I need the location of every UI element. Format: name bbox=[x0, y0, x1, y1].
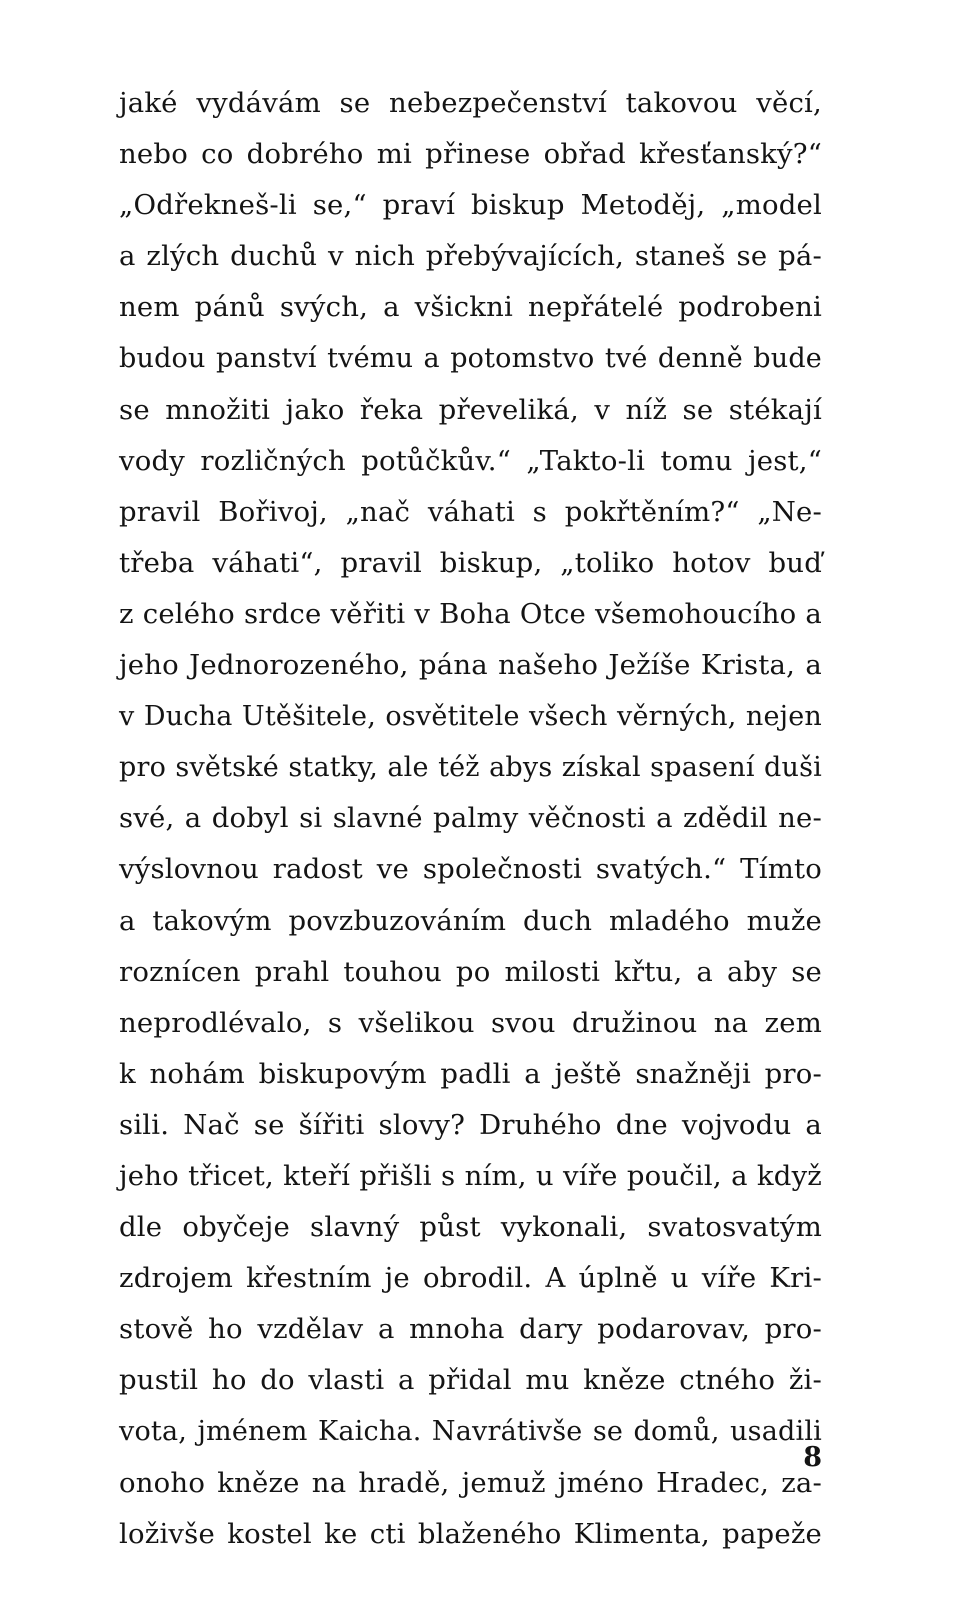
text-line: vota, jménem Kaicha. Navrátivše se domů, usadili bbox=[119, 1416, 822, 1448]
text-line: jeho Jednorozeného, pána našeho Ježíše Krista, a bbox=[119, 649, 822, 682]
text-line: roznícen prahl touhou po milosti křtu, a aby se bbox=[119, 955, 822, 988]
text-line: své, a dobyl si slavné palmy věčnosti a zdědil ne- bbox=[119, 802, 822, 835]
text-line: z celého srdce věřiti v Boha Otce všemohoucího a bbox=[119, 597, 822, 630]
text-line: nem pánů svých, a všickni nepřátelé podrobeni bbox=[119, 291, 822, 324]
text-line: zdrojem křestním je obrodil. A úplně u víře Kri- bbox=[119, 1262, 822, 1295]
text-line: neprodlévalo, s všelikou svou družinou na zem bbox=[119, 1006, 822, 1039]
text-line: se množiti jako řeka převeliká, v níž se stékají bbox=[119, 393, 822, 426]
text-line: budou panství tvému a potomstvo tvé denně bude bbox=[119, 343, 822, 375]
text-line: a takovým povzbuzováním duch mladého muže bbox=[119, 904, 822, 937]
text-line: a zlých duchů v nich přebývajících, staneš se pá- bbox=[119, 240, 822, 273]
text-line: pro světské statky, ale též abys získal spasení duši bbox=[119, 752, 822, 784]
body-text bbox=[119, 78, 822, 1560]
text-line: nebo co dobrého mi přinese obřad křesťanský?“ bbox=[119, 138, 822, 171]
page-number: 8 bbox=[803, 1442, 822, 1473]
text-line: jeho třicet, kteří přišli s ním, u víře poučil, a když bbox=[119, 1159, 822, 1192]
text-line: loživše kostel ke cti blaženého Klimenta, papeže bbox=[119, 1517, 822, 1550]
text-line: stově ho vzdělav a mnoha dary podarovav, pro- bbox=[119, 1313, 822, 1346]
text-line: vody rozličných potůčkův.“ „Takto-li tomu jest,“ bbox=[119, 444, 822, 477]
text-line: pustil ho do vlasti a přidal mu kněze ctného ži- bbox=[119, 1364, 822, 1397]
text-line: v Ducha Utěšitele, osvětitele všech věrných, nejen bbox=[119, 701, 822, 733]
text-line: dle obyčeje slavný půst vykonali, svatosvatým bbox=[119, 1211, 822, 1244]
text-line: sili. Nač se šířiti slovy? Druhého dne vojvodu a bbox=[119, 1108, 822, 1141]
text-line: „Odřekneš-li se,“ praví biskup Metoděj, „model bbox=[119, 189, 822, 222]
text-line: k nohám biskupovým padli a ještě snažněji pro- bbox=[119, 1057, 822, 1090]
text-line: onoho kněze na hradě, jemuž jméno Hradec, za- bbox=[119, 1466, 822, 1499]
text-line: pravil Bořivoj, „nač váhati s pokřtěním?“ „Ne- bbox=[119, 495, 822, 528]
text-line: třeba váhati“, pravil biskup, „toliko hotov buď bbox=[119, 546, 822, 579]
text-line: jaké vydávám se nebezpečenství takovou věcí, bbox=[119, 87, 822, 119]
text-line: výslovnou radost ve společnosti svatých.“ Tímto bbox=[119, 853, 822, 886]
